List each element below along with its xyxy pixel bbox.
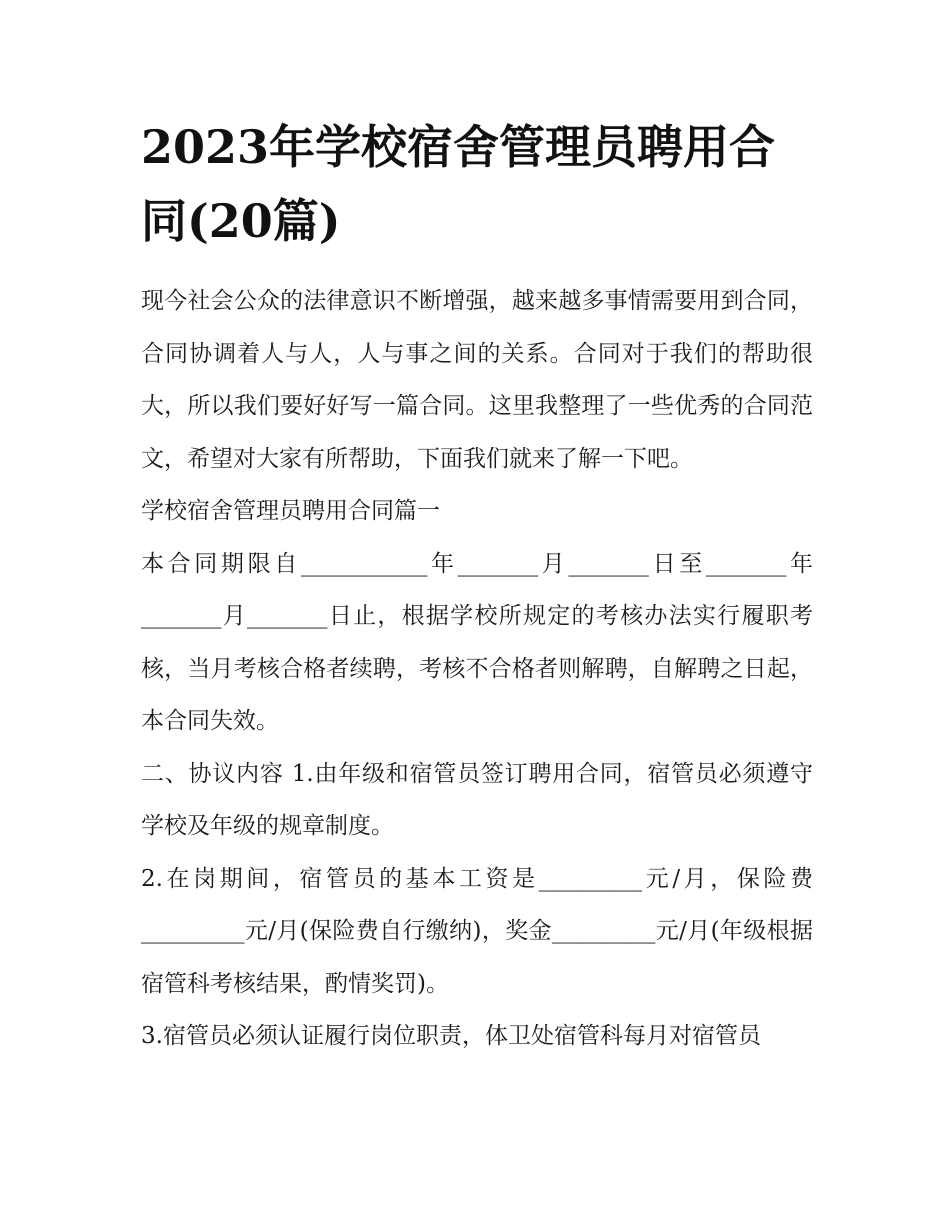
intro-paragraph: 现今社会公众的法律意识不断增强，越来越多事情需要用到合同，合同协调着人与人，人与事之间的关系。合同对于我们的帮助很大，所以我们要好好写一篇合同。这里我整理了一些优秀的合同范文，希望对大家有所帮助，下面我们就来了解一下吧。 (141, 288, 813, 472)
document-body (141, 275, 813, 1063)
agreement-clause-2-paragraph: 2.在岗期间，宿管员的基本工资是_________元/月，保险费_________元/月(保险费自行缴纳)，奖金_________元/月(年级根据宿管科考核结果，酌情奖罚)。 (141, 865, 813, 997)
agreement-clause-3-paragraph: 3.宿管员必须认证履行岗位职责，体卫处宿管科每月对宿管员 (141, 1023, 761, 1049)
document-page (141, 110, 813, 1063)
agreement-clause-1-paragraph: 二、协议内容 1.由年级和宿管员签订聘用合同，宿管员必须遵守学校及年级的规章制度。 (141, 760, 813, 839)
section-heading: 学校宿舍管理员聘用合同篇一 (141, 498, 440, 524)
document-title: 2023年学校宿舍管理员聘用合同(20篇) (141, 120, 776, 248)
term-clause-paragraph: 本合同期限自___________年_______月_______日至_______年_______月_______日止，根据学校所规定的考核办法实行履职考核，当月考核合格者续聘，考核不合格者则解聘，自解聘之日起，本合同失效。 (141, 550, 813, 734)
